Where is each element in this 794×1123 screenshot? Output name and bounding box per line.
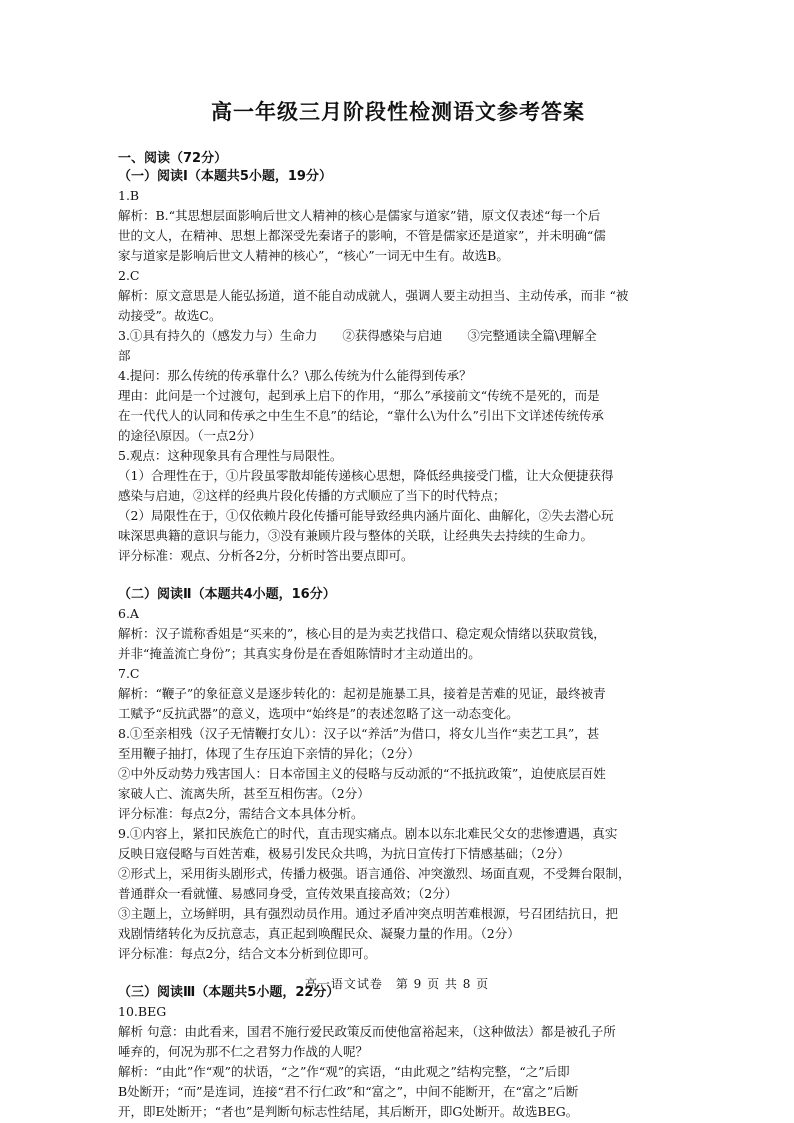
section-heading-reading-1: （一）阅读Ⅰ（本题共5小题，19分） xyxy=(118,169,332,184)
answer-line: 部 xyxy=(118,348,131,363)
answer-line: 评分标准：每点2分，需结合文本具体分析。 xyxy=(118,806,364,821)
answer-line: 10.BEG xyxy=(118,1004,167,1019)
answer-document xyxy=(118,96,678,1122)
answer-line: （2）局限性在于，①仅依赖片段化传播可能导致经典内涵片面化、曲解化，②失去潜心玩 xyxy=(118,508,614,523)
section-body-reading-1 xyxy=(118,186,678,566)
answer-line: 评分标准：观点、分析各2分，分析时答出要点即可。 xyxy=(118,548,414,563)
answer-line: 5.观点：这种现象具有合理性与局限性。 xyxy=(118,448,343,463)
answer-line: 1.B xyxy=(118,188,140,203)
answer-line: 解析 句意：由此看来，国君不施行爱民政策反而使他富裕起来，（这种做法）都是被孔子所 xyxy=(118,1024,616,1039)
answer-line: 感染与启迪，②这样的经典片段化传播的方式顺应了当下的时代特点； xyxy=(118,488,506,503)
answer-line: B处断开；“而”是连词，连接“君不行仁政”和“富之”，中间不能断开，在“富之”后断 xyxy=(118,1084,579,1099)
answer-line: 8.①至亲相残（汉子无情鞭打女儿）：汉子以“养活”为借口，将女儿当作“卖艺工具”，甚 xyxy=(118,726,600,741)
page-footer: 高一语文试卷 第 9 页 共 8 页 xyxy=(304,977,490,991)
answer-line: 至用鞭子抽打，体现了生存压迫下亲情的异化；（2分） xyxy=(118,746,420,761)
answer-line: 7.C xyxy=(118,666,140,681)
section-heading-reading-3: （三）阅读Ⅲ（本题共5小题，22分） xyxy=(118,985,340,1000)
page-title: 高一年级三月阶段性检测语文参考答案 xyxy=(211,100,585,124)
answer-line: 的途径\原因。（一点2分） xyxy=(118,428,262,443)
section-body-reading-3 xyxy=(118,1002,678,1122)
answer-line: 解析：汉子谎称香姐是“买来的”，核心目的是为卖艺找借口、稳定观众情绪以获取赏钱， xyxy=(118,626,606,641)
answer-line: 3.①具有持久的（感发力与）生命力 ②获得感染与启迪 ③完整通读全篇\理解全 xyxy=(118,328,597,343)
answer-line: 在一代代人的认同和传承之中生生不息”的结论，“靠什么\为什么”引出下文详述传统传承 xyxy=(118,408,604,423)
answer-line: 解析：原文意思是人能弘扬道，道不能自动成就人，强调人要主动担当、主动传承，而非 “被 xyxy=(118,288,629,303)
answer-line: ②中外反动势力残害国人：日本帝国主义的侵略与反动派的“不抵抗政策”，迫使底层百姓 xyxy=(118,766,606,781)
answer-line: 家破人亡、流离失所，甚至互相伤害。（2分） xyxy=(118,786,370,801)
answer-line: 理由：此问是一个过渡句，起到承上启下的作用，“那么”承接前文“传统不是死的，而是 xyxy=(118,388,600,403)
answer-line: 戏剧情绪转化为反抗意志，真正起到唤醒民众、凝聚力量的作用。（2分） xyxy=(118,926,520,941)
answer-line: 开，即E处断开；“者也”是判断句标志性结尾，其后断开，即G处断开。故选BEG。 xyxy=(118,1104,579,1119)
part-heading-reading: 一、阅读（72分） xyxy=(118,151,228,166)
answer-line: 并非“掩盖流亡身份”；其真实身份是在香姐陈情时才主动道出的。 xyxy=(118,646,481,661)
answer-line: 工赋予“反抗武器”的意义，选项中“始终是”的表述忽略了这一动态变化。 xyxy=(118,706,519,721)
answer-line: 解析：“鞭子”的象征意义是逐步转化的：起初是施暴工具，接着是苦难的见证，最终被青 xyxy=(118,686,606,701)
answer-line: 9.①内容上，紧扣民族危亡的时代，直击现实痛点。剧本以东北难民父女的悲惨遭遇，真实 xyxy=(118,826,618,841)
section-gap xyxy=(118,566,678,586)
answer-line: 味深思典籍的意识与能力，③没有兼顾片段与整体的关联，让经典失去持续的生命力。 xyxy=(118,528,594,543)
answer-line: （1）合理性在于，①片段虽零散却能传递核心思想，降低经典接受门槛，让大众便捷获得 xyxy=(118,468,614,483)
answer-line: 世的文人，在精神、思想上都深受先秦诸子的影响，不管是儒家还是道家”，并未明确“儒 xyxy=(118,228,606,243)
answer-line: 家与道家是影响后世文人精神的核心”，“核心”一词无中生有。故选B。 xyxy=(118,248,509,263)
answer-line: 解析：B.“其思想层面影响后世文人精神的核心是儒家与道家”错，原文仅表述“每一个后 xyxy=(118,208,601,223)
answer-line: 唾弃的，何况为那不仁之君努力作战的人呢？ xyxy=(118,1044,369,1059)
section-body-reading-2 xyxy=(118,604,678,964)
section-heading-reading-2: （二）阅读Ⅱ（本题共4小题，16分） xyxy=(118,587,336,602)
answer-line: 反映日寇侵略与百姓苦难，极易引发民众共鸣，为抗日宣传打下情感基础；（2分） xyxy=(118,846,570,861)
answer-line: 解析：“由此”作“观”的状语，“之”作“观”的宾语，“由此观之”结构完整，“之”后即 xyxy=(118,1064,570,1079)
answer-line: 4.提问：那么传统的传承靠什么？\那么传统为什么能得到传承？ xyxy=(118,368,472,383)
answer-line: 6.A xyxy=(118,606,139,621)
answer-line: 普通群众一看就懂、易感同身受，宣传效果直接高效；（2分） xyxy=(118,886,458,901)
answer-line: 2.C xyxy=(118,268,140,283)
answer-line: 评分标准：每点2分，结合文本分析到位即可。 xyxy=(118,946,376,961)
answer-line: 动接受”。故选C。 xyxy=(118,308,222,323)
answer-line: ③主题上，立场鲜明，具有强烈动员作用。通过矛盾冲突点明苦难根源，号召团结抗日，把 xyxy=(118,906,619,921)
answer-line: ②形式上，采用街头剧形式，传播力极强。语言通俗、冲突激烈、场面直观，不受舞台限制， xyxy=(118,866,631,881)
